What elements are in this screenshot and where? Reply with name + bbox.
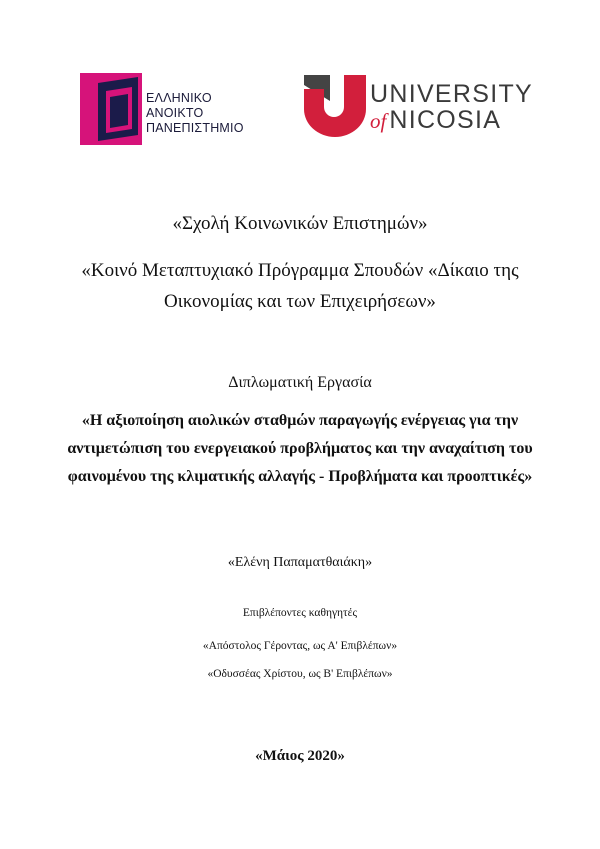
hou-logo-mark-icon: [80, 73, 142, 145]
supervisor-2: «Οδυσσέας Χρίστου, ως Β' Επιβλέπων»: [207, 668, 393, 680]
unic-logo-nicosia: NICOSIA: [389, 106, 502, 134]
submission-date: «Μάιος 2020»: [255, 748, 345, 764]
school-name: «Σχολή Κοινωνικών Επιστημών»: [172, 213, 428, 234]
hou-logo: [80, 73, 270, 145]
unic-logo-line-2: [370, 107, 533, 134]
hou-logo-line-1: ΕΛΛΗΝΙΚΟ: [146, 91, 212, 105]
unic-logo: [304, 75, 534, 145]
supervisors-label: Επιβλέποντες καθηγητές: [242, 607, 358, 619]
hou-logo-text: [146, 91, 276, 136]
hou-logo-line-3: ΠΑΝΕΠΙΣΤΗΜΙΟ: [146, 121, 244, 135]
unic-logo-of: of: [370, 109, 387, 133]
unic-logo-line-1: UNIVERSITY: [370, 80, 534, 108]
unic-logo-mark-icon: [304, 75, 366, 137]
unic-logo-text: [370, 81, 533, 134]
supervisor-1: «Απόστολος Γέροντας, ως Α' Επιβλέπων»: [202, 640, 398, 652]
logo-bar: [0, 70, 600, 150]
thesis-label: Διπλωματική Εργασία: [228, 374, 372, 391]
thesis-title: «Η αξιοποίηση αιολικών σταθμών παραγωγής ενέργειας για την αντιμετώπιση του ενεργειακού προβλήματος και την αναχαίτιση του φαινομένου της κλιματικής αλλαγής - Προβλήματα και προοπτικές»: [67, 412, 533, 485]
program-name: «Κοινό Μεταπτυχιακό Πρόγραμμα Σπουδών «Δίκαιο της Οικονομίας και των Επιχειρήσεων»: [81, 260, 519, 312]
hou-logo-line-2: ΑΝΟΙΚΤΟ: [146, 106, 204, 120]
author-name: «Ελένη Παπαματθαιάκη»: [227, 555, 373, 570]
